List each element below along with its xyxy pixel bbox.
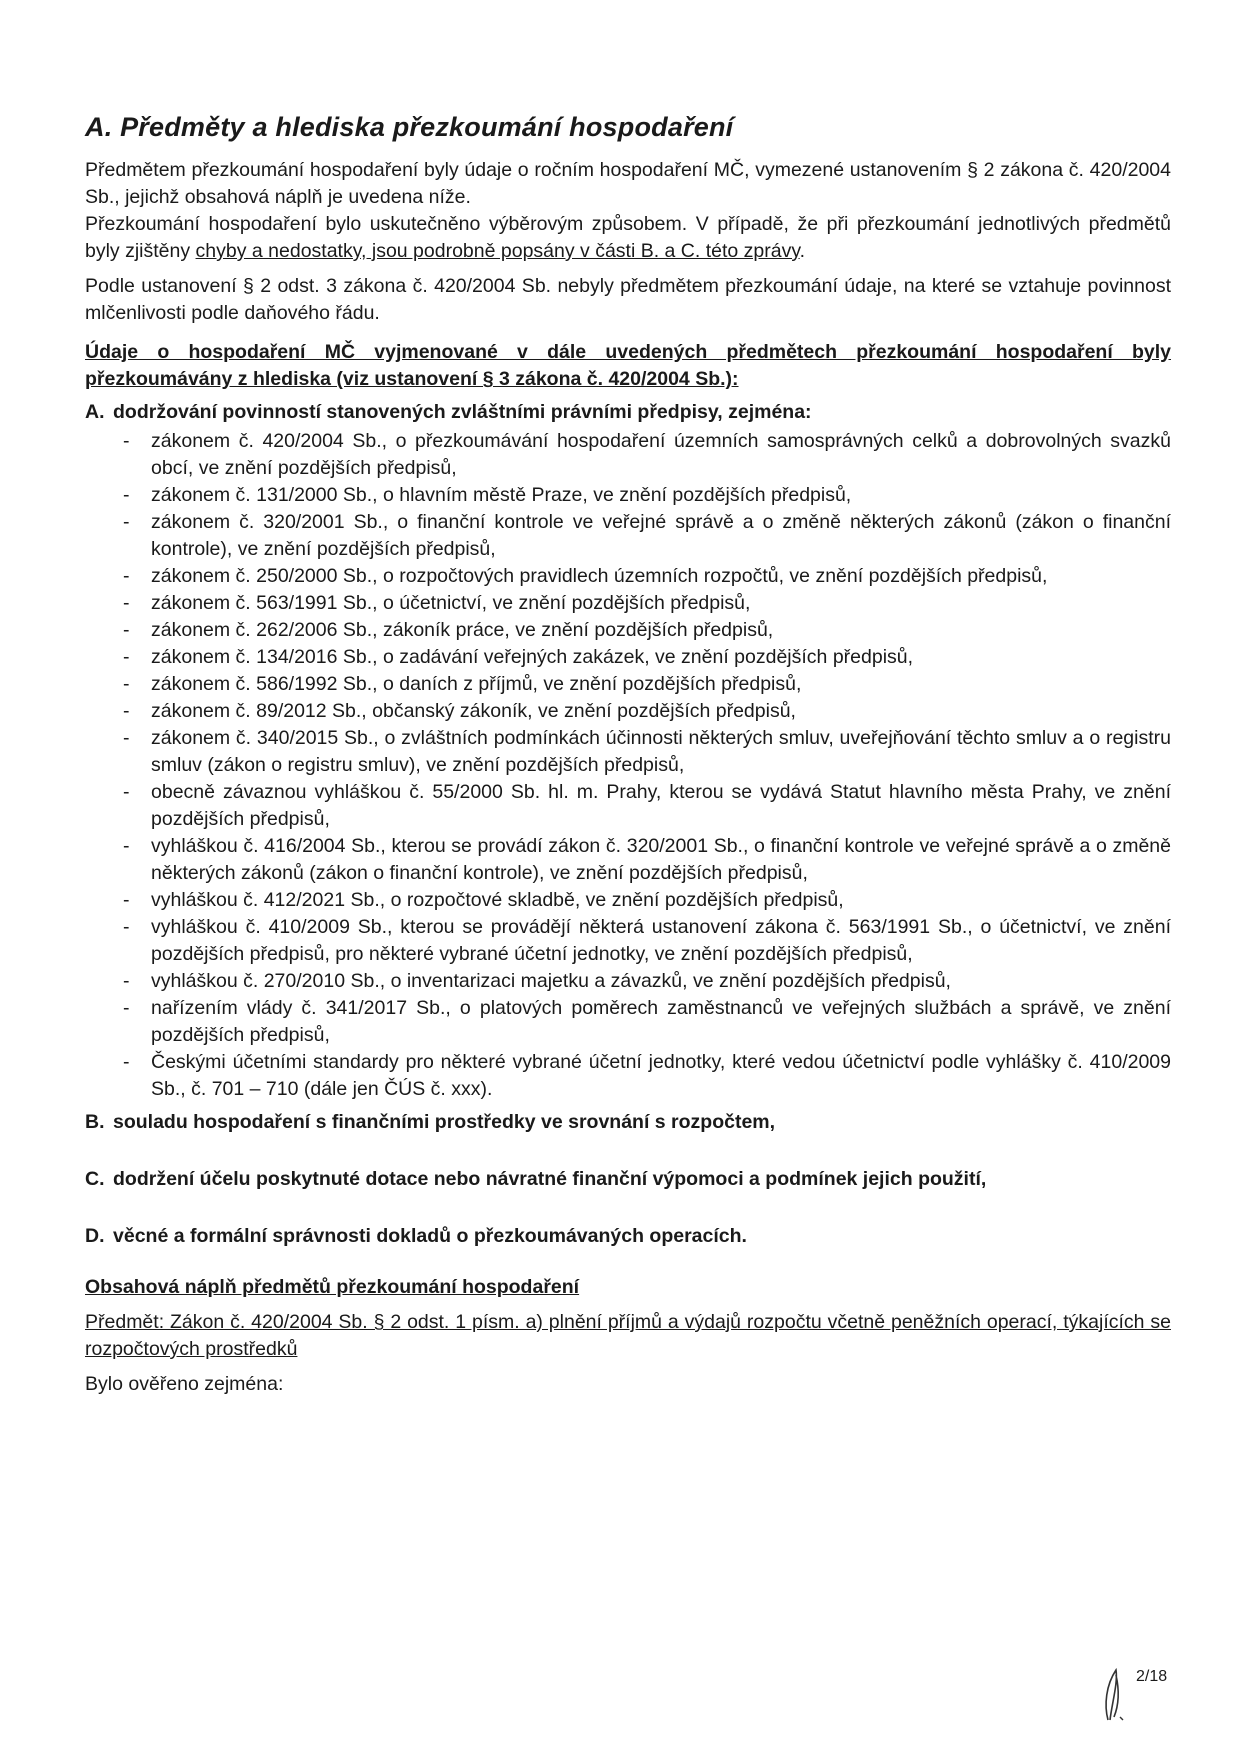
intro-paragraph-2 — [85, 211, 1171, 265]
list-dash: - — [123, 430, 130, 452]
document-content — [85, 112, 1171, 1398]
list-item — [119, 833, 1171, 887]
list-dash: - — [123, 889, 130, 911]
section-b-title — [85, 1109, 1171, 1136]
section-c-text: dodržení účelu poskytnuté dotace nebo návratné finanční výpomoci a podmínek jejich použití, — [113, 1168, 987, 1190]
verified-text: Bylo ověřeno zejména: — [85, 1373, 284, 1395]
list-item-text: zákonem č. 586/1992 Sb., o daních z příjmů, ve znění pozdějších předpisů, — [151, 673, 802, 695]
intro-paragraph-2-underlined: chyby a nedostatky, jsou podrobně popsány v části B. a C. této zprávy — [195, 240, 800, 262]
list-item-text: vyhláškou č. 412/2021 Sb., o rozpočtové skladbě, ve znění pozdějších předpisů, — [151, 889, 844, 911]
list-dash: - — [123, 619, 130, 641]
list-dash: - — [123, 835, 130, 857]
content-heading: Obsahová náplň předmětů přezkoumání hospodaření — [85, 1276, 580, 1298]
section-d-title — [85, 1223, 1171, 1250]
list-item-text: zákonem č. 250/2000 Sb., o rozpočtových pravidlech územních rozpočtů, ve znění pozdějších předpisů, — [151, 565, 1048, 587]
subject-line: Předmět: Zákon č. 420/2004 Sb. § 2 odst. 1 písm. a) plnění příjmů a výdajů rozpočtu včetně peněžních operací, týkajících se rozpočtových prostředků — [85, 1311, 1171, 1360]
section-a-text: dodržování povinností stanovených zvláštními právními předpisy, zejména: — [113, 401, 812, 423]
page-number: 2/18 — [1136, 1668, 1168, 1685]
list-dash: - — [123, 673, 130, 695]
list-dash: - — [123, 727, 130, 749]
legal-regulations-list — [119, 428, 1171, 1103]
intro-paragraph-3: Podle ustanovení § 2 odst. 3 zákona č. 420/2004 Sb. nebyly předmětem přezkoumání údaje, na které se vztahuje povinnost mlčenlivosti podle daňového řádu. — [85, 275, 1171, 324]
list-item — [119, 482, 1171, 509]
list-item — [119, 725, 1171, 779]
list-item — [119, 779, 1171, 833]
section-c-letter: C. — [85, 1168, 105, 1190]
section-d-letter: D. — [85, 1225, 105, 1247]
list-item-text: zákonem č. 89/2012 Sb., občanský zákoník, ve znění pozdějších předpisů, — [151, 700, 796, 722]
list-dash: - — [123, 1051, 130, 1073]
signature-initials — [1098, 1665, 1128, 1725]
list-item-text: Českými účetními standardy pro některé vybrané účetní jednotky, které vedou účetnictví podle vyhlášky č. 410/2009 Sb., č. 701 – 710 (dále jen ČÚS č. xxx). — [151, 1051, 1171, 1100]
list-item — [119, 617, 1171, 644]
section-heading: A. Předměty a hlediska přezkoumání hospodaření — [85, 112, 734, 142]
list-item-text: zákonem č. 131/2000 Sb., o hlavním městě Praze, ve znění pozdějších předpisů, — [151, 484, 852, 506]
section-b-letter: B. — [85, 1111, 105, 1133]
list-item — [119, 644, 1171, 671]
intro-paragraph-1: Předmětem přezkoumání hospodaření byly údaje o ročním hospodaření MČ, vymezené ustanovením § 2 zákona č. 420/2004 Sb., jejichž obsahová náplň je uvedena níže. — [85, 159, 1171, 208]
list-dash: - — [123, 592, 130, 614]
list-dash: - — [123, 970, 130, 992]
list-item — [119, 671, 1171, 698]
list-dash: - — [123, 565, 130, 587]
list-item — [119, 968, 1171, 995]
list-item — [119, 509, 1171, 563]
intro-paragraph-2-end: . — [799, 240, 806, 262]
list-item — [119, 995, 1171, 1049]
list-item-text: zákonem č. 420/2004 Sb., o přezkoumávání hospodaření územních samosprávných celků a dobrovolných svazků obcí, ve znění pozdějších předpisů, — [151, 430, 1171, 479]
list-item-text: nařízením vlády č. 341/2017 Sb., o platových poměrech zaměstnanců ve veřejných službách a správě, ve znění pozdějších předpisů, — [151, 997, 1171, 1046]
section-b-text: souladu hospodaření s finančními prostředky ve srovnání s rozpočtem, — [113, 1111, 776, 1133]
list-dash: - — [123, 700, 130, 722]
list-item — [119, 563, 1171, 590]
list-item-text: zákonem č. 262/2006 Sb., zákoník práce, ve znění pozdějších předpisů, — [151, 619, 774, 641]
list-item — [119, 1049, 1171, 1103]
section-c-title — [85, 1166, 1171, 1193]
list-item — [119, 914, 1171, 968]
list-item — [119, 887, 1171, 914]
list-item — [119, 590, 1171, 617]
list-item — [119, 428, 1171, 482]
list-item-text: zákonem č. 563/1991 Sb., o účetnictví, ve znění pozdějších předpisů, — [151, 592, 751, 614]
list-dash: - — [123, 916, 130, 938]
list-item-text: zákonem č. 134/2016 Sb., o zadávání veřejných zakázek, ve znění pozdějších předpisů, — [151, 646, 914, 668]
list-item-text: zákonem č. 340/2015 Sb., o zvláštních podmínkách účinnosti některých smluv, uveřejňování těchto smluv a o registru smluv (zákon o registru smluv), ve znění pozdějších předpisů, — [151, 727, 1171, 776]
section-a-title — [85, 399, 1171, 426]
section-d-text: věcné a formální správnosti dokladů o přezkoumávaných operacích. — [113, 1225, 747, 1247]
list-dash: - — [123, 511, 130, 533]
list-dash: - — [123, 646, 130, 668]
list-item-text: vyhláškou č. 416/2004 Sb., kterou se provádí zákon č. 320/2001 Sb., o finanční kontrole ve veřejné správě a o změně některých zákonů (zákon o finanční kontrole), ve znění pozdějších předpisů, — [151, 835, 1171, 884]
list-item-text: zákonem č. 320/2001 Sb., o finanční kontrole ve veřejné správě a o změně některých zákonů (zákon o finanční kontrole), ve znění pozdějších předpisů, — [151, 511, 1171, 560]
list-dash: - — [123, 484, 130, 506]
list-item — [119, 698, 1171, 725]
section-a-letter: A. — [85, 401, 105, 423]
list-item-text: vyhláškou č. 270/2010 Sb., o inventarizaci majetku a závazků, ve znění pozdějších předpisů, — [151, 970, 951, 992]
list-item-text: obecně závaznou vyhláškou č. 55/2000 Sb. hl. m. Prahy, kterou se vydává Statut hlavního města Prahy, ve znění pozdějších předpisů, — [151, 781, 1171, 830]
intro-paragraph-2-start: Přezkoumání hospodaření bylo uskutečněno výběrovým způsobem. V případě, že při přezkoumání jednotlivých předmětů byly zjištěny — [85, 213, 1171, 262]
criteria-heading: Údaje o hospodaření MČ vyjmenované v dále uvedených předmětech přezkoumání hospodaření byly přezkoumávány z hlediska (viz ustanovení § 3 zákona č. 420/2004 Sb.): — [85, 341, 1171, 390]
list-dash: - — [123, 997, 130, 1019]
list-dash: - — [123, 781, 130, 803]
list-item-text: vyhláškou č. 410/2009 Sb., kterou se provádějí některá ustanovení zákona č. 563/1991 Sb., o účetnictví, ve znění pozdějších předpisů, pro některé vybrané účetní jednotky, ve znění pozdějších předpisů, — [151, 916, 1171, 965]
